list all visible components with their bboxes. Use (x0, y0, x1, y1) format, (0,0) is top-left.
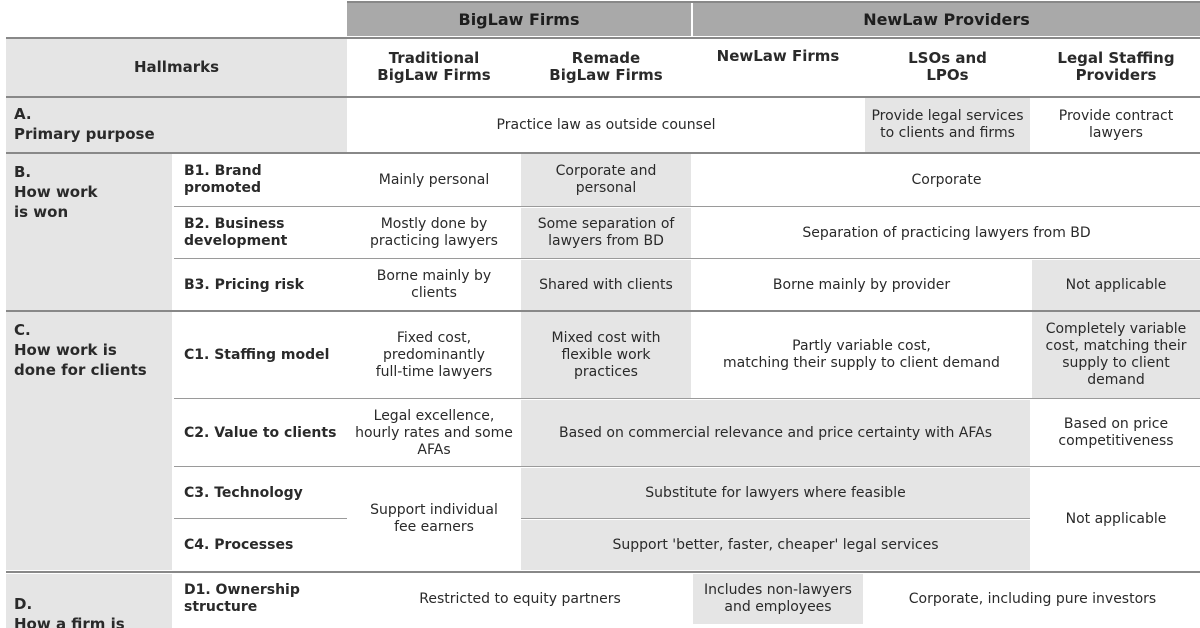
row-c4-processes: Support 'better, faster, cheaper' legal services (521, 520, 1030, 570)
group-header-newlaw: NewLaw Providers (693, 2, 1200, 36)
row-c2-label: C2. Value to clients (184, 424, 337, 441)
rule-section-c-bottom (6, 571, 1200, 573)
row-b3-traditional: Borne mainly by clients (376, 268, 492, 301)
rule-b2-bottom (174, 258, 1200, 259)
row-c2-commercial: Based on commercial relevance and price certainty with AFAs (521, 400, 1030, 466)
row-b2-label: B2. Business development (184, 216, 288, 249)
row-c1-traditional: Fixed cost, predominantly full-time lawyers (375, 329, 493, 380)
column-header-legal-staffing: Legal Staffing Providers (1057, 49, 1175, 84)
group-header-biglaw: BigLaw Firms (347, 2, 691, 36)
row-d1-newlaw-firms: Includes non-lawyers and employees (693, 574, 863, 624)
row-c2-traditional: Legal excellence, hourly rates and some AFAs (355, 407, 513, 458)
divider-section-b (172, 154, 174, 310)
row-b3-newlaw-lsos: Borne mainly by provider (772, 276, 951, 293)
row-c34-traditional: Support individual fee earners (370, 502, 498, 535)
row-b1-newlaw: Corporate (911, 171, 982, 188)
row-b2-traditional: Mostly done by practicing lawyers (370, 216, 498, 249)
rule-c3-bottom (174, 518, 347, 519)
divider-section-d (172, 574, 174, 628)
row-c1-staffing: Completely variable cost, matching their supply to client demand (1032, 312, 1200, 398)
row-d1-biglaw: Restricted to equity partners (419, 590, 621, 607)
row-b1-remade: Corporate and personal (521, 154, 691, 206)
row-c1-newlaw-lsos: Partly variable cost, matching their supply to client demand (723, 338, 1000, 371)
row-b1-traditional: Mainly personal (378, 171, 490, 188)
row-c3-label: C3. Technology (184, 484, 303, 501)
row-c1-label: C1. Staffing model (184, 346, 330, 363)
column-header-newlaw-firms: NewLaw Firms (716, 47, 840, 65)
section-b-label: B. How work is won (6, 154, 172, 310)
row-c1-remade: Mixed cost with flexible work practices (521, 312, 691, 398)
section-c-label: C. How work is done for clients (6, 312, 172, 570)
row-a-lsos: Provide legal services to clients and firms (865, 98, 1030, 152)
row-c3-technology: Substitute for lawyers where feasible (521, 468, 1030, 518)
row-a-practice-law: Practice law as outside counsel (496, 116, 716, 133)
column-header-remade-biglaw: Remade BigLaw Firms (549, 49, 663, 84)
rule-section-a-bottom (6, 152, 1200, 154)
rule-c1-bottom (174, 398, 1200, 399)
row-c34-staffing: Not applicable (1065, 510, 1167, 527)
column-header-lsos-lpos: LSOs and LPOs (908, 49, 987, 84)
rule-columns-bottom (6, 96, 1200, 98)
row-b1-label: B1. Brand promoted (184, 163, 262, 196)
row-c4-label: C4. Processes (184, 536, 294, 553)
rule-c3-middle-bottom (521, 518, 1030, 519)
row-b2-newlaw: Separation of practicing lawyers from BD (802, 224, 1091, 241)
rule-groups-bottom (6, 37, 1200, 39)
row-b3-label: B3. Pricing risk (184, 276, 304, 293)
rule-b1-bottom (174, 206, 1200, 207)
row-a-staffing: Provide contract lawyers (1058, 108, 1174, 141)
column-header-hallmarks: Hallmarks (6, 38, 347, 96)
row-d1-label: D1. Ownership structure (184, 582, 300, 615)
column-header-traditional-biglaw: Traditional BigLaw Firms (377, 49, 491, 84)
row-b3-staffing: Not applicable (1032, 260, 1200, 310)
divider-section-c (172, 312, 174, 570)
rule-section-b-bottom (6, 310, 1200, 312)
row-d1-corporate: Corporate, including pure investors (908, 590, 1157, 607)
rule-c2-bottom (174, 466, 1200, 467)
rule-header-top (347, 1, 1200, 3)
row-b3-remade: Shared with clients (521, 260, 691, 310)
row-b2-remade: Some separation of lawyers from BD (521, 208, 691, 258)
section-a-label: A. Primary purpose (6, 98, 347, 152)
section-d-label: D. How a firm is (6, 574, 172, 628)
row-c2-staffing: Based on price competitiveness (1058, 416, 1174, 449)
